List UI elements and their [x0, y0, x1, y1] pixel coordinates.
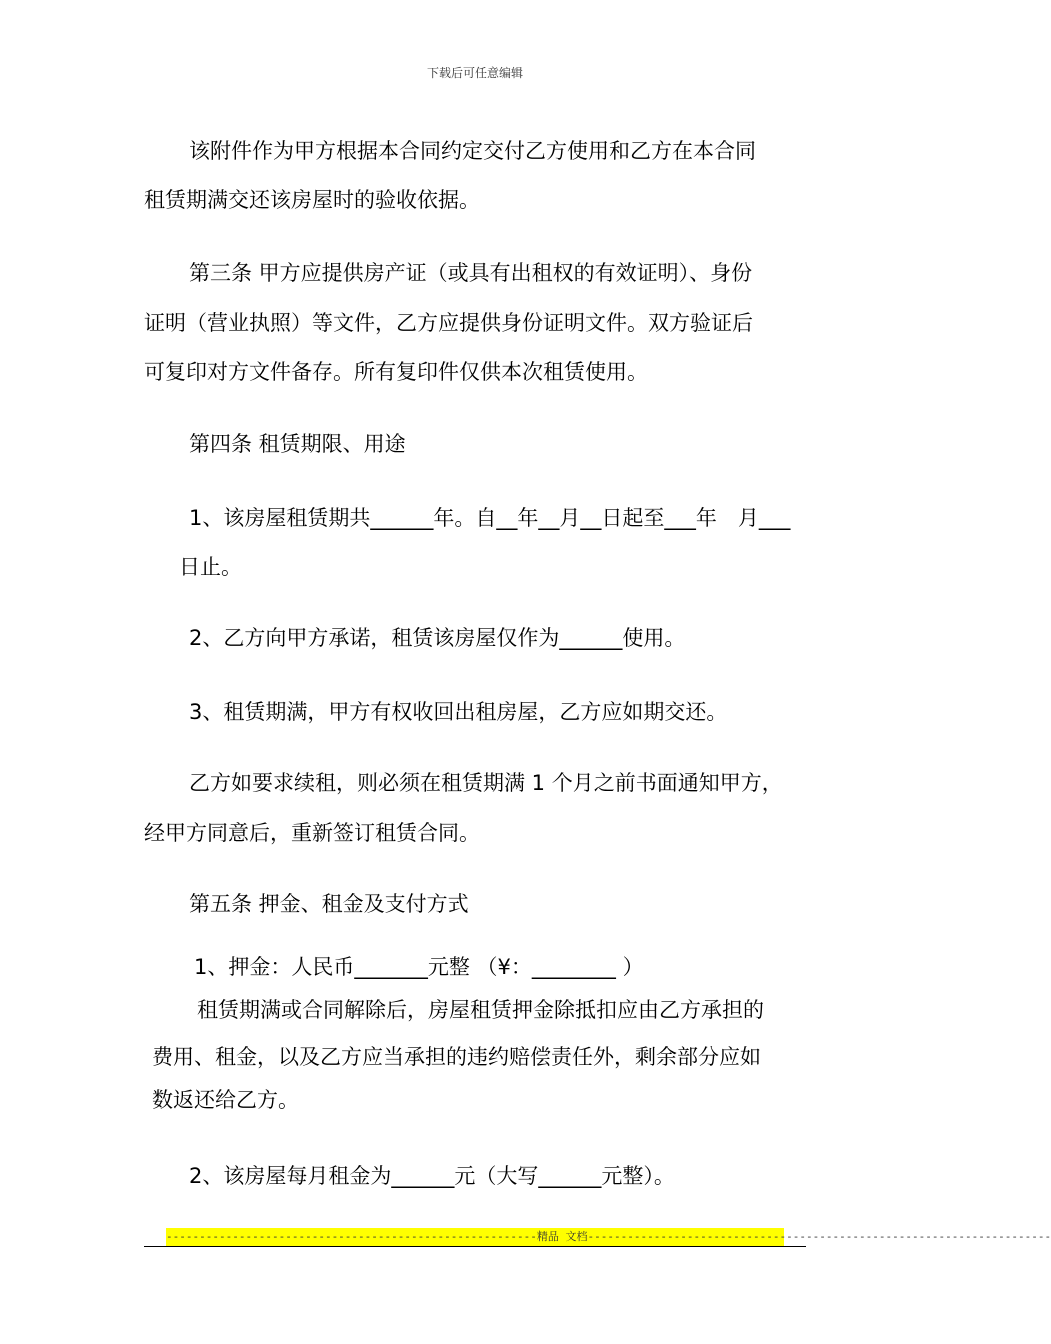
- article-3-line: 证明（营业执照）等文件，乙方应提供身份证明文件。双方验证后: [144, 311, 753, 335]
- article-4-item-2: 2、乙方向甲方承诺，租赁该房屋仅作为______使用。: [189, 626, 686, 650]
- deposit-line: 费用、租金，以及乙方应当承担的违约赔偿责任外，剩余部分应如: [152, 1045, 761, 1069]
- article-4-item-3: 3、租赁期满，甲方有权收回出租房屋，乙方应如期交还。: [189, 700, 728, 724]
- footer-band: --------------------------------------------------------精品 文档----------------------------------------------------------------------: [166, 1228, 784, 1246]
- deposit-line: 数返还给乙方。: [152, 1088, 299, 1112]
- article-4-title: 第四条 租赁期限、用途: [189, 432, 406, 456]
- header-note: 下载后可任意编辑: [426, 66, 523, 80]
- article-5-title: 第五条 押金、租金及支付方式: [189, 892, 469, 916]
- renewal-line: 乙方如要求续租，则必须在租赁期满 1 个月之前书面通知甲方，: [189, 771, 783, 795]
- article-4-item-1: 1、该房屋租赁期共______年。自__年__月__日起至___年 月___: [189, 506, 791, 530]
- article-4-item-1: 日止。: [179, 555, 242, 579]
- article-5-item-2: 2、该房屋每月租金为______元（大写______元整）。: [189, 1164, 675, 1188]
- renewal-line: 经甲方同意后，重新签订租赁合同。: [144, 821, 480, 845]
- footer-rule: [144, 1246, 806, 1247]
- paragraph-line: 该附件作为甲方根据本合同约定交付乙方使用和乙方在本合同: [189, 139, 756, 163]
- paragraph-line: 租赁期满交还该房屋时的验收依据。: [144, 188, 480, 212]
- article-5-item-1: 1、押金：人民币_______元整 （¥：________ ）: [194, 955, 644, 979]
- article-3-line: 第三条 甲方应提供房产证（或具有出租权的有效证明）、身份: [189, 261, 753, 285]
- article-3-line: 可复印对方文件备存。所有复印件仅供本次租赁使用。: [144, 360, 648, 384]
- deposit-line: 租赁期满或合同解除后，房屋租赁押金除抵扣应由乙方承担的: [197, 998, 764, 1022]
